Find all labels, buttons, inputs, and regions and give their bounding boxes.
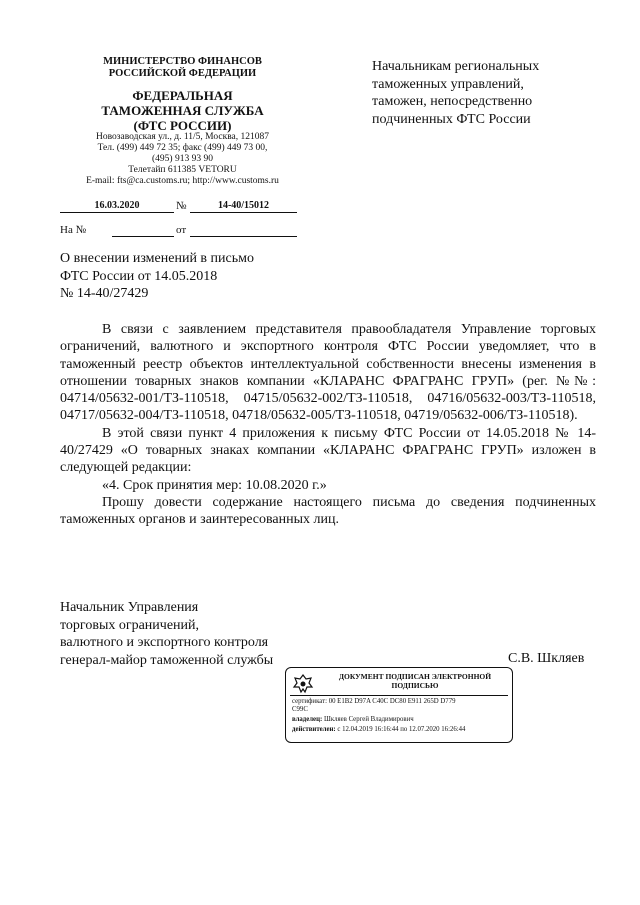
- registration-date: 16.03.2020: [60, 200, 174, 213]
- service-line-3: (ФТС РОССИИ): [133, 118, 232, 133]
- signer-name: С.В. Шкляев: [508, 651, 585, 666]
- email-web: E-mail: fts@ca.customs.ru; http://www.customs.ru: [86, 176, 279, 186]
- phone-fax: Тел. (499) 449 72 35; факс (499) 449 73 00,: [97, 143, 268, 153]
- stamp-certificate-value-cont: C99C: [292, 706, 308, 713]
- ministry-line-2: РОССИЙСКОЙ ФЕДЕРАЦИИ: [108, 68, 257, 79]
- stamp-title-line-2: ПОДПИСЬЮ: [391, 681, 439, 690]
- stamp-title-line-1: ДОКУМЕНТ ПОДПИСАН ЭЛЕКТРОННОЙ: [338, 672, 492, 681]
- stamp-certificate-value: 00 E1B2 D97A C40C DC80 E911 265D D779: [328, 698, 456, 705]
- signer-position: [60, 599, 360, 669]
- signer-position-line-4: генерал-майор таможенной службы: [60, 652, 274, 668]
- subject-line-3: № 14-40/27429: [60, 286, 149, 301]
- recipient-line-1: Начальникам региональных: [372, 59, 540, 74]
- stamp-validity: [292, 726, 508, 734]
- stamp-validity-label: действителен:: [292, 726, 336, 733]
- fax-secondary: (495) 913 93 90: [152, 154, 213, 164]
- ministry-header: [60, 56, 305, 80]
- reply-to-number-label: На №: [60, 224, 87, 236]
- body-paragraph-2: В этой связи пункт 4 приложения к письму ФТС России от 14.05.2018 № 14-40/27429 «О товарных знаках компании «КЛАРАНС ФРАГРАНС ГРУП» изложен в следующей редакции:: [60, 425, 596, 476]
- contact-block: [60, 132, 305, 187]
- recipient-line-3: таможен, непосредственно: [372, 94, 533, 109]
- address: Новозаводская ул., д. 11/5, Москва, 121087: [95, 132, 270, 142]
- teletype: Телетайп 611385 VETORU: [128, 165, 237, 175]
- coat-of-arms-icon: [292, 673, 314, 695]
- e-signature-stamp: [285, 667, 513, 743]
- stamp-certificate-label: сертификат:: [292, 698, 327, 705]
- signer-position-line-2: торговых ограничений,: [60, 617, 200, 633]
- service-line-1: ФЕДЕРАЛЬНАЯ: [132, 88, 233, 103]
- stamp-owner-value: Шкляев Сергей Владимирович: [323, 716, 414, 723]
- reply-to-date-label: от: [176, 224, 187, 236]
- subject-block: [60, 250, 320, 303]
- recipient-line-4: подчиненных ФТС России: [372, 111, 531, 127]
- stamp-validity-value: с 12.04.2019 16:16:44 по 12.07.2020 16:26:44: [337, 726, 466, 733]
- letter-body: [60, 321, 596, 529]
- stamp-certificate: [292, 698, 508, 706]
- number-sign: №: [176, 200, 187, 212]
- service-header: [60, 88, 305, 133]
- body-paragraph-3: «4. Срок принятия мер: 10.08.2020 г.»: [102, 477, 327, 493]
- stamp-title: [322, 672, 508, 690]
- body-paragraph-1: В связи с заявлением представителя правообладателя Управление торговых ограничений, валютного и экспортного контроля ФТС России уведомляет, что в таможенный реестр объектов интеллектуальной собственности внесены изменения в отношении товарных знаков компании «КЛАРАНС ФРАГРАНС ГРУП» (рег. №№: 04714/05632-001/ТЗ-110518, 04715/05632-002/ТЗ-110518, 04716/05632-003/ТЗ-110518, 04717/05632-004/ТЗ-110518, 04718/05632-005/ТЗ-110518, 04719/05632-006/ТЗ-110518).: [60, 322, 596, 424]
- reply-to-number-blank: [112, 224, 174, 237]
- reply-to-date-blank: [190, 224, 297, 237]
- registration-number: 14-40/15012: [190, 200, 297, 213]
- subject-line-1: О внесении изменений в письмо: [60, 251, 254, 266]
- body-paragraph-4: Прошу довести содержание настоящего письма до сведения подчиненных таможенных органов и заинтересованных лиц.: [60, 494, 596, 528]
- signer-position-line-1: Начальник Управления: [60, 600, 199, 615]
- stamp-owner: [292, 716, 508, 724]
- subject-line-2: ФТС России от 14.05.2018: [60, 268, 218, 284]
- service-line-2: ТАМОЖЕННАЯ СЛУЖБА: [101, 103, 264, 118]
- ministry-line-1: МИНИСТЕРСТВО ФИНАНСОВ: [103, 56, 262, 67]
- signer-position-line-3: валютного и экспортного контроля: [60, 635, 269, 650]
- recipient-block: [372, 58, 592, 128]
- stamp-owner-label: владелец:: [292, 716, 323, 723]
- recipient-line-2: таможенных управлений,: [372, 76, 524, 92]
- stamp-divider: [290, 695, 508, 696]
